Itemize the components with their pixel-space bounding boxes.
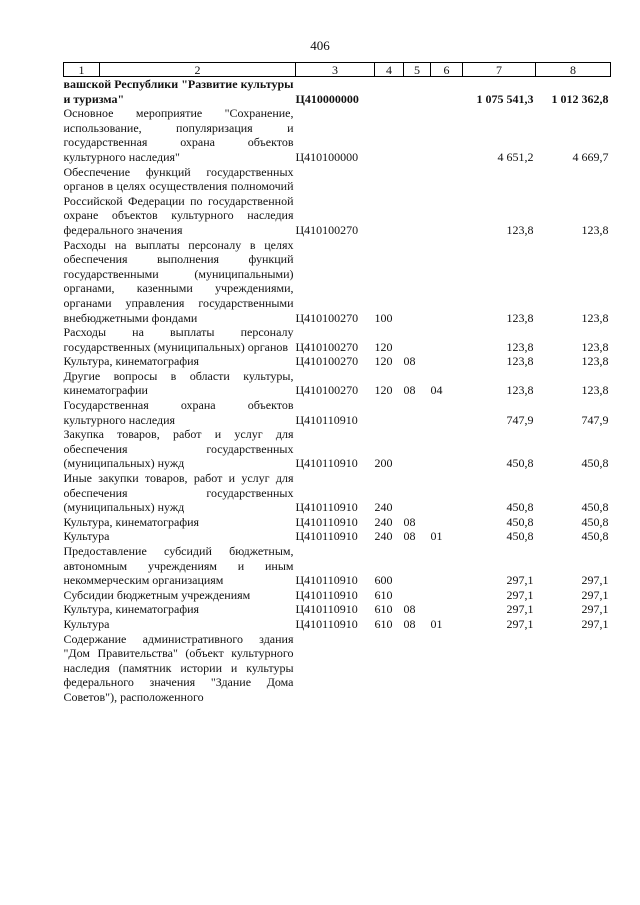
row-amount-8: 450,8 <box>581 456 609 471</box>
row-expense-type: 610 <box>374 587 393 602</box>
row-expense-type: 240 <box>374 500 393 515</box>
row-amount-7: 123,8 <box>506 310 534 325</box>
row-name: Предоставление субсидий бюджетным, автономным учреждениям и иным некоммерческим организациям <box>63 544 294 588</box>
row-amount-8: 450,8 <box>581 514 609 529</box>
table-row <box>64 617 611 632</box>
row-code: Ц410110910 <box>295 500 358 515</box>
row-name: Культура <box>63 616 110 631</box>
row-code: Ц410110910 <box>295 412 358 427</box>
row-section <box>404 544 431 588</box>
column-header-8: 8 <box>536 63 611 77</box>
row-expense-type: 100 <box>374 310 393 325</box>
table-row <box>64 588 611 603</box>
column-header-3: 3 <box>296 63 375 77</box>
row-amount-7: 450,8 <box>506 500 534 515</box>
row-section <box>404 325 431 354</box>
row-amount-7: 450,8 <box>506 529 534 544</box>
row-name: Основное мероприятие "Сохранение, использование, популяризация и государственная охрана объектов культурного наследия" <box>63 106 294 164</box>
row-amount-8: 747,9 <box>581 412 609 427</box>
row-code: Ц410110910 <box>295 514 358 529</box>
table-row <box>64 515 611 530</box>
table-row <box>64 471 611 515</box>
row-name: Культура <box>63 529 110 544</box>
row-name: Другие вопросы в области культуры, кинематографии <box>63 368 294 398</box>
table-row <box>64 369 611 398</box>
row-amount-7 <box>463 632 536 705</box>
row-name: Закупка товаров, работ и услуг для обеспечения государственных (муниципальных) нужд <box>63 427 294 471</box>
row-name: Расходы на выплаты персоналу в целях обеспечения выполнения функций государственными (муниципальными) органами, казенными учреждениями, органами управления государственными внебюджетными фондами <box>63 237 294 325</box>
row-amount-7: 450,8 <box>506 456 534 471</box>
row-code: Ц410110910 <box>295 587 358 602</box>
row-code <box>296 632 375 705</box>
row-amount-8: 297,1 <box>581 573 609 588</box>
budget-table-body <box>64 77 611 705</box>
row-amount-7: 123,8 <box>506 383 534 398</box>
row-code: Ц410110910 <box>295 529 358 544</box>
row-name: Субсидии бюджетным учреждениям <box>63 587 251 602</box>
row-amount-8: 297,1 <box>581 602 609 617</box>
row-amount-8: 450,8 <box>581 500 609 515</box>
table-row <box>64 427 611 471</box>
row-code: Ц410110910 <box>295 616 358 631</box>
row-amount-7: 123,8 <box>506 222 534 237</box>
row-expense-type: 200 <box>374 456 393 471</box>
row-expense-type: 120 <box>374 383 393 398</box>
row-amount-7: 4 651,2 <box>497 149 534 164</box>
row-amount-7: 123,8 <box>506 354 534 369</box>
row-subsection <box>431 398 463 427</box>
table-row <box>64 106 611 164</box>
table-header-row <box>64 63 611 77</box>
row-amount-8: 297,1 <box>581 587 609 602</box>
row-name: Государственная охрана объектов культурного наследия <box>63 398 294 427</box>
row-expense-type <box>375 77 404 107</box>
row-name: Расходы на выплаты персоналу государственных (муниципальных) органов <box>63 325 294 354</box>
row-amount-8: 123,8 <box>581 222 609 237</box>
column-header-1: 1 <box>64 63 100 77</box>
table-row <box>64 529 611 544</box>
row-name: Культура, кинематография <box>63 354 200 369</box>
row-amount-8: 123,8 <box>581 310 609 325</box>
row-subsection <box>431 588 463 603</box>
row-expense-type: 120 <box>374 339 393 354</box>
row-code: Ц410110910 <box>295 573 358 588</box>
column-header-7: 7 <box>463 63 536 77</box>
table-row <box>64 602 611 617</box>
row-amount-7: 747,9 <box>506 412 534 427</box>
column-header-5: 5 <box>404 63 431 77</box>
row-section <box>404 632 431 705</box>
row-subsection <box>431 471 463 515</box>
row-section <box>404 106 431 164</box>
row-name: Содержание административного здания "Дом Правительства" (объект культурного наследия (памятник истории и культуры федерального значения "Здание Дома Советов"), расположенного <box>63 631 294 704</box>
row-expense-type <box>375 398 404 427</box>
row-subsection <box>431 238 463 326</box>
row-code: Ц410110910 <box>295 602 358 617</box>
row-name: Культура, кинематография <box>63 514 200 529</box>
table-row <box>64 354 611 369</box>
row-subsection: 04 <box>430 383 443 398</box>
table-row <box>64 398 611 427</box>
row-section <box>404 77 431 107</box>
row-name: Культура, кинематография <box>63 602 200 617</box>
row-name: Обеспечение функций государственных органов в целях осуществления полномочий Российской Федерации по государственной охране объектов культурного наследия федерального значения <box>63 164 294 237</box>
row-amount-8: 1 012 362,8 <box>551 91 609 106</box>
row-subsection <box>431 106 463 164</box>
row-subsection <box>431 544 463 588</box>
row-amount-7: 1 075 541,3 <box>476 91 534 106</box>
row-amount-7: 123,8 <box>506 339 534 354</box>
row-section: 08 <box>403 602 416 617</box>
row-code: Ц410000000 <box>295 91 359 106</box>
row-subsection <box>431 165 463 238</box>
row-subsection: 01 <box>430 616 443 631</box>
row-subsection <box>431 515 463 530</box>
row-expense-type: 610 <box>374 616 393 631</box>
row-amount-7: 450,8 <box>506 514 534 529</box>
row-amount-8: 450,8 <box>581 529 609 544</box>
row-amount-8: 123,8 <box>581 339 609 354</box>
row-code: Ц410100000 <box>295 149 359 164</box>
column-header-2: 2 <box>100 63 296 77</box>
row-section: 08 <box>403 514 416 529</box>
row-expense-type: 600 <box>374 573 393 588</box>
row-amount-8: 123,8 <box>581 383 609 398</box>
row-code: Ц410100270 <box>295 354 359 369</box>
row-name: Иные закупки товаров, работ и услуг для обеспечения государственных (муниципальных) нужд <box>63 471 294 515</box>
row-amount-8: 123,8 <box>581 354 609 369</box>
row-amount-7: 297,1 <box>506 587 534 602</box>
row-subsection <box>431 325 463 354</box>
row-section <box>404 398 431 427</box>
row-section <box>404 165 431 238</box>
row-expense-type: 120 <box>374 354 393 369</box>
row-section <box>404 588 431 603</box>
row-expense-type <box>375 165 404 238</box>
row-code: Ц410100270 <box>295 310 359 325</box>
row-amount-8: 4 669,7 <box>572 149 609 164</box>
row-expense-type <box>375 632 404 705</box>
row-subsection <box>431 632 463 705</box>
row-expense-type <box>375 106 404 164</box>
row-section: 08 <box>403 354 416 369</box>
row-amount-8: 297,1 <box>581 616 609 631</box>
row-section: 08 <box>403 616 416 631</box>
table-row <box>64 77 611 107</box>
row-subsection <box>431 427 463 471</box>
table-row <box>64 238 611 326</box>
row-code: Ц410100270 <box>295 339 359 354</box>
page-number: 406 <box>310 38 330 53</box>
row-section <box>404 471 431 515</box>
row-expense-type: 610 <box>374 602 393 617</box>
row-subsection <box>431 602 463 617</box>
table-row <box>64 325 611 354</box>
row-code: Ц410100270 <box>295 383 359 398</box>
row-amount-7: 297,1 <box>506 573 534 588</box>
column-header-4: 4 <box>375 63 404 77</box>
row-section: 08 <box>403 529 416 544</box>
row-subsection <box>431 354 463 369</box>
row-section <box>404 427 431 471</box>
row-subsection: 01 <box>430 529 443 544</box>
row-section: 08 <box>403 383 416 398</box>
budget-table <box>63 62 611 705</box>
table-row <box>64 632 611 705</box>
row-section <box>404 238 431 326</box>
row-amount-7: 297,1 <box>506 602 534 617</box>
row-code: Ц410110910 <box>295 456 358 471</box>
column-header-6: 6 <box>431 63 463 77</box>
row-expense-type: 240 <box>374 529 393 544</box>
row-code: Ц410100270 <box>295 222 359 237</box>
row-amount-8 <box>536 632 611 705</box>
row-name: вашской Республики "Развитие культуры и туризма" <box>63 77 294 106</box>
row-expense-type: 240 <box>374 514 393 529</box>
table-row <box>64 165 611 238</box>
table-row <box>64 544 611 588</box>
row-subsection <box>431 77 463 107</box>
row-amount-7: 297,1 <box>506 616 534 631</box>
